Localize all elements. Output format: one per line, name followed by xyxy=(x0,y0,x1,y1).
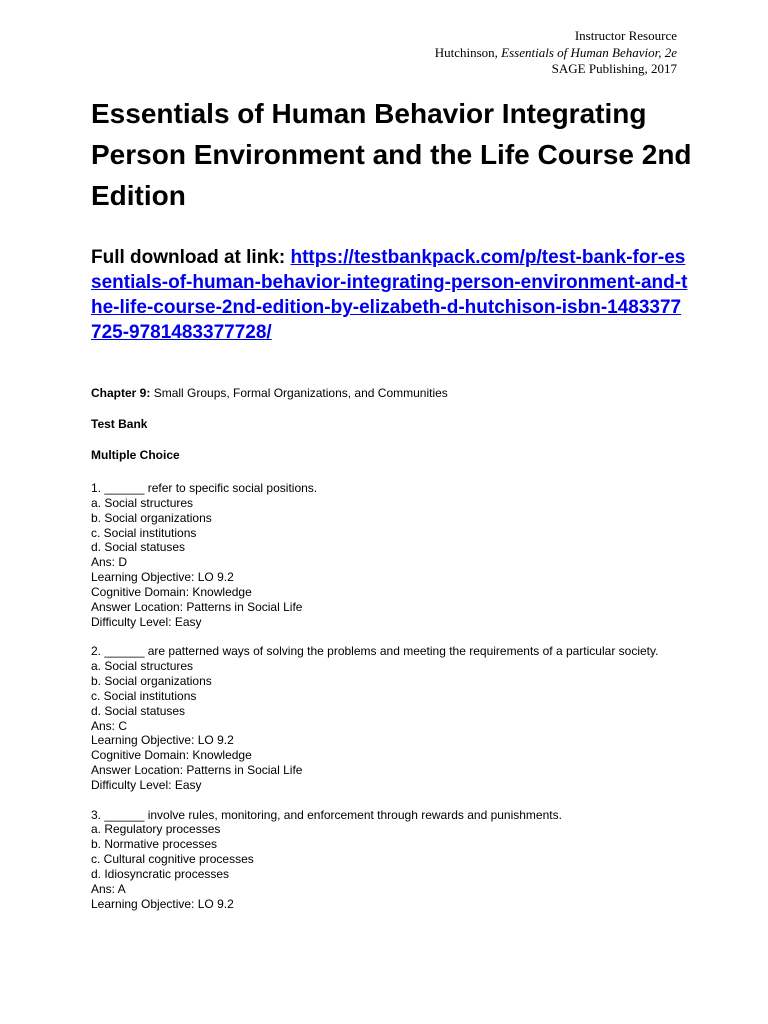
answer: Ans: A xyxy=(91,881,126,896)
download-label: Full download at link: xyxy=(91,247,286,268)
chapter-title: Small Groups, Formal Organizations, and Communities xyxy=(153,386,448,400)
question-stem: 1. ______ refer to specific social positions. xyxy=(91,481,318,495)
answer-location: Answer Location: Patterns in Social Life xyxy=(91,599,303,614)
chapter-label: Chapter 9: xyxy=(91,386,151,400)
cognitive-domain: Cognitive Domain: Knowledge xyxy=(91,748,252,763)
question-list xyxy=(91,481,681,926)
option-d: d. Idiosyncratic processes xyxy=(91,866,230,881)
header-author: Hutchinson, xyxy=(434,44,498,60)
chapter-heading xyxy=(91,386,448,401)
question-1 xyxy=(91,481,681,629)
learning-objective: Learning Objective: LO 9.2 xyxy=(91,570,234,585)
answer: Ans: D xyxy=(91,555,128,570)
difficulty-level: Difficulty Level: Easy xyxy=(91,777,202,792)
download-line xyxy=(91,245,691,345)
multiple-choice-heading: Multiple Choice xyxy=(91,448,180,462)
option-d: d. Social statuses xyxy=(91,703,186,718)
cognitive-domain: Cognitive Domain: Knowledge xyxy=(91,584,252,599)
header-book-line xyxy=(435,45,677,62)
option-a: a. Regulatory processes xyxy=(91,822,221,837)
header-publisher-line: SAGE Publishing, 2017 xyxy=(551,61,677,76)
answer: Ans: C xyxy=(91,718,128,733)
difficulty-level: Difficulty Level: Easy xyxy=(91,614,202,629)
option-b: b. Social organizations xyxy=(91,673,212,688)
option-c: c. Social institutions xyxy=(91,688,197,703)
answer-location: Answer Location: Patterns in Social Life xyxy=(91,763,303,778)
option-b: b. Social organizations xyxy=(91,510,212,525)
header-resource-line: Instructor Resource xyxy=(574,28,677,43)
page-header xyxy=(435,28,677,78)
question-3 xyxy=(91,808,681,912)
option-c: c. Cultural cognitive processes xyxy=(91,852,254,867)
option-a: a. Social structures xyxy=(91,495,194,510)
question-stem: 3. ______ involve rules, monitoring, and enforcement through rewards and punishments. xyxy=(91,807,562,822)
learning-objective: Learning Objective: LO 9.2 xyxy=(91,733,234,748)
question-stem: 2. ______ are patterned ways of solving the problems and meeting the requirements of a particular society. xyxy=(91,644,659,659)
header-book-title: Essentials of Human Behavior, 2e xyxy=(501,44,677,60)
question-2 xyxy=(91,644,681,792)
learning-objective: Learning Objective: LO 9.2 xyxy=(91,896,234,911)
option-d: d. Social statuses xyxy=(91,540,186,555)
option-b: b. Normative processes xyxy=(91,837,218,852)
option-c: c. Social institutions xyxy=(91,525,197,540)
option-a: a. Social structures xyxy=(91,659,194,674)
download-link[interactable]: https://testbankpack.com/p/test-bank-for-essentials-of-human-behavior-integrating-person-environment-and-the-life-course-2nd-edition-by-elizabeth-d-hutchison-isbn-1483377725-9781483377728/ xyxy=(91,247,688,343)
test-bank-heading: Test Bank xyxy=(91,417,148,431)
document-title: Essentials of Human Behavior Integrating Person Environment and the Life Course 2nd Edition xyxy=(91,98,692,211)
